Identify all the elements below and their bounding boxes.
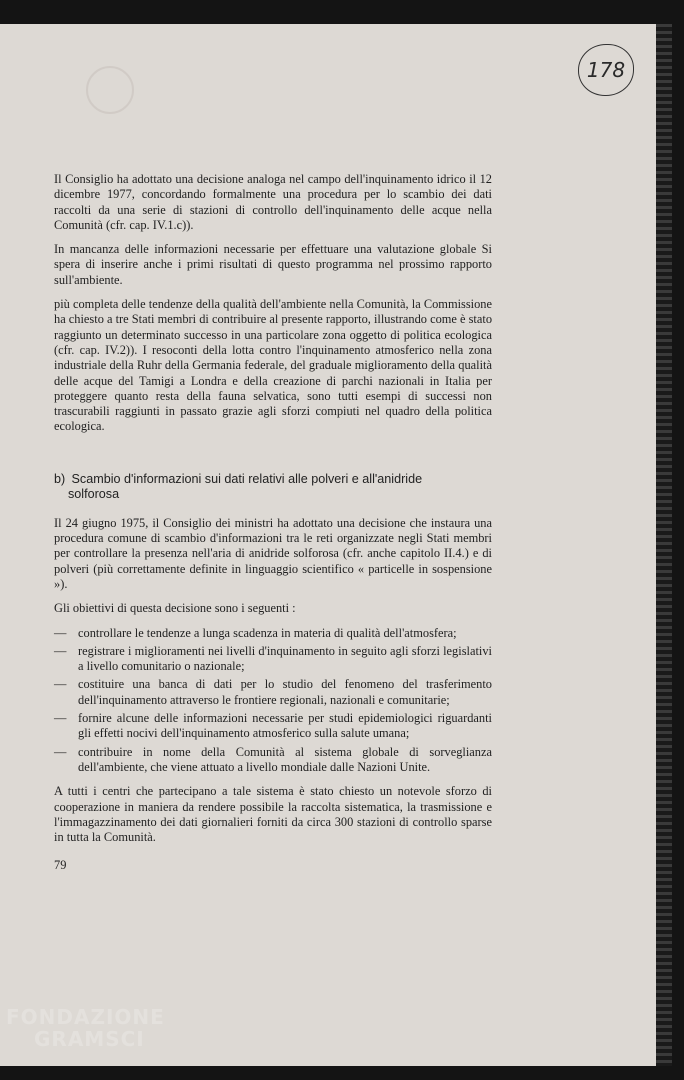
list-item: — contribuire in nome della Comunità al sistema globale di sorveglianza dell'ambiente, che viene attuato a livello mondiale dalle Nazioni Unite. bbox=[54, 745, 492, 776]
paragraph-3: più completa delle tendenze della qualità dell'ambiente nella Comunità, la Commissione ha chiesto a tre Stati membri di contribuire al presente rapporto, illustrando come è stato raggiunto un determinato successo in una particolare zona oggetto di politica ecologica (cfr. cap. IV.2)). I resoconti della lotta contro l'inquinamento atmosferico nella zona industriale della Ruhr della Germania federale, del graduale miglioramento della qualità delle acque del Tamigi a Londra e della creazione di parchi nazionali in Italia per proteggere quanto resta della fauna selvatica, sono tutti esempi di successi non trascurabili raggiunti in passato grazie agli sforzi compiuti nel quadro della politica ecologica. bbox=[54, 297, 493, 434]
section-title-line1: Scambio d'informazioni sui dati relativi alle polveri e all'anidride bbox=[71, 471, 423, 486]
objectives-list bbox=[54, 626, 492, 776]
watermark-logo bbox=[6, 1006, 165, 1050]
watermark-line1: FONDAZIONE bbox=[6, 1005, 165, 1029]
section-paragraph-1: Il 24 giugno 1975, il Consiglio dei ministri ha adottato una decisione che instaura una procedura comune di scambio d'informazioni tra le reti organizzate negli Stati membri per controllare la presenza nell'aria di anidride solforosa (cfr. anche capitolo II.4.) e di polveri (più correttamente definite in linguaggio scientifico « particelle in sospensione »). bbox=[54, 515, 492, 591]
binding-edge bbox=[656, 24, 672, 1066]
closing-paragraph: A tutti i centri che partecipano a tale sistema è stato chiesto un notevole sforzo di cooperazione in maniera da rendere possibile la raccolta sistematica, la trasmissione e l'immagazzinamento dei dati giornalieri forniti da circa 300 stazioni di controllo sparse in tutta la Comunità. bbox=[54, 784, 492, 845]
list-item: — registrare i miglioramenti nei livelli d'inquinamento in seguito agli sforzi legislativi a livello comunitario o nazionale; bbox=[54, 644, 492, 675]
section-paragraph-2: Gli obiettivi di questa decisione sono i seguenti : bbox=[54, 601, 296, 616]
section-title-line2: solforosa bbox=[68, 486, 120, 501]
document-body bbox=[54, 172, 492, 883]
watermark-line2: GRAMSCI bbox=[34, 1027, 145, 1051]
paragraph-1: Il Consiglio ha adottato una decisione analoga nel campo dell'inquinamento idrico il 12 dicembre 1977, concordando formalmente una procedura per lo scambio dei dati raccolti da una serie di stazioni di controllo dell'inquinamento delle acque nella Comunità (cfr. cap. IV.1.c)). bbox=[54, 172, 492, 232]
list-item: — controllare le tendenze a lunga scadenza in materia di qualità dell'atmosfera; bbox=[54, 626, 492, 641]
section-heading bbox=[54, 472, 492, 502]
list-item: — costituire una banca di dati per lo studio del fenomeno del trasferimento dell'inquinamento attraverso le frontiere regionali, nazionali e comunitarie; bbox=[54, 677, 492, 708]
list-item: — fornire alcune delle informazioni necessarie per studi epidemiologici riguardanti gli effetti nocivi dell'inquinamento atmosferico sulla salute umana; bbox=[54, 711, 492, 742]
page-number: 79 bbox=[54, 858, 67, 873]
faded-stamp-icon bbox=[86, 66, 134, 114]
handwritten-page-number: 178 bbox=[578, 44, 634, 96]
paragraph-2: In mancanza delle informazioni necessarie per effettuare una valutazione globale Si spera di inserire anche i primi risultati di questo programma nel prossimo rapporto sull'ambiente. bbox=[54, 242, 492, 287]
section-letter: b) bbox=[54, 471, 66, 486]
